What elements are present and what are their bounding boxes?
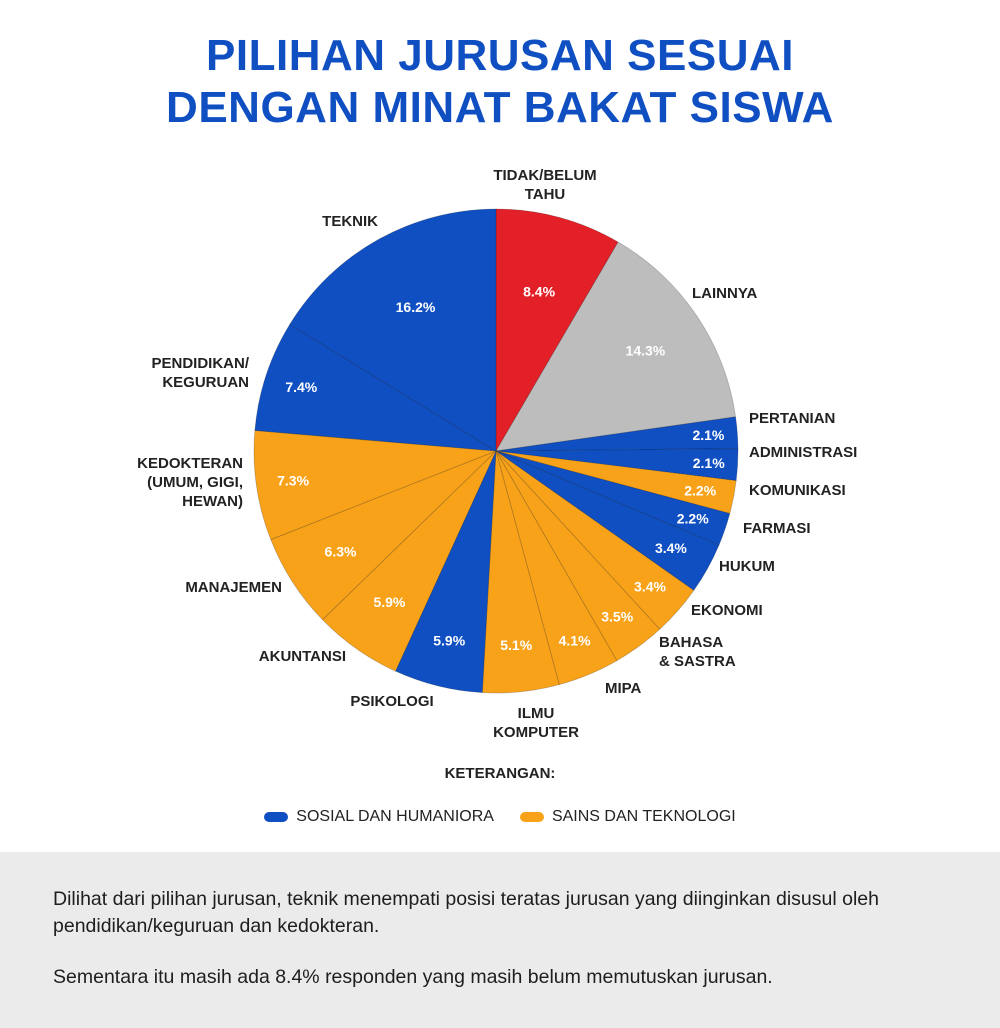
- legend: [0, 808, 1000, 826]
- legend-swatch-sosial: [264, 812, 288, 822]
- slice-value-label: 3.5%: [601, 608, 634, 625]
- slice-category-label: LAINNYA: [692, 285, 758, 302]
- slice-value-label: 2.1%: [692, 426, 725, 443]
- slice-value-label: 5.9%: [373, 594, 406, 611]
- legend-item-sains: [520, 808, 736, 826]
- slice-category-label: BAHASA & SASTRA: [659, 634, 736, 670]
- legend-label-sosial: SOSIAL DAN HUMANIORA: [296, 808, 494, 825]
- slice-value-label: 7.3%: [277, 472, 310, 489]
- page-title: [0, 30, 1000, 134]
- slice-category-label: HUKUM: [719, 558, 775, 575]
- slice-category-label: EKONOMI: [691, 602, 763, 619]
- slice-value-label: 2.1%: [692, 455, 725, 472]
- slice-category-label: ILMU KOMPUTER: [493, 705, 579, 741]
- slice-value-label: 4.1%: [558, 632, 591, 649]
- legend-title: KETERANGAN:: [444, 765, 556, 782]
- slice-category-label: PSIKOLOGI: [350, 693, 434, 710]
- slice-category-label: PENDIDIKAN/ KEGURUAN: [151, 355, 249, 391]
- slice-value-label: 16.2%: [395, 299, 436, 315]
- slice-category-label: FARMASI: [743, 520, 811, 537]
- slice-value-label: 5.9%: [433, 632, 466, 649]
- slice-category-label: MANAJEMEN: [185, 579, 282, 596]
- slice-category-label: TIDAK/BELUM TAHU: [493, 167, 597, 203]
- slice-category-label: MIPA: [605, 680, 642, 697]
- summary-paragraph-2: Sementara itu masih ada 8.4% responden yang masih belum memutuskan jurusan.: [53, 966, 773, 988]
- slice-value-label: 14.3%: [625, 342, 666, 359]
- slice-value-label: 3.4%: [634, 578, 666, 595]
- slice-value-label: 5.1%: [500, 636, 533, 653]
- slice-value-label: 6.3%: [324, 543, 357, 560]
- title-line-2: DENGAN MINAT BAKAT SISWA: [166, 83, 834, 132]
- legend-swatch-sains: [520, 812, 544, 822]
- slice-category-label: PERTANIAN: [749, 410, 836, 427]
- slice-value-label: 2.2%: [676, 510, 709, 527]
- legend-label-sains: SAINS DAN TEKNOLOGI: [551, 808, 736, 825]
- slice-value-label: 7.4%: [285, 378, 318, 395]
- legend-item-sosial: [264, 808, 494, 826]
- slice-value-label: 8.4%: [523, 283, 556, 300]
- summary-paragraph-1: Dilihat dari pilihan jurusan, teknik menempati posisi teratas jurusan yang diinginkan disusul oleh pendidikan/keguruan dan kedokteran.: [53, 888, 879, 937]
- slice-category-label: AKUNTANSI: [258, 648, 346, 665]
- title-line-1: PILIHAN JURUSAN SESUAI: [206, 31, 794, 80]
- slice-category-label: KEDOKTERAN (UMUM, GIGI, HEWAN): [137, 455, 243, 510]
- slice-value-label: 2.2%: [684, 482, 717, 499]
- slice-value-label: 3.4%: [654, 540, 687, 557]
- slice-category-label: ADMINISTRASI: [749, 444, 858, 461]
- slice-category-label: KOMUNIKASI: [749, 482, 846, 499]
- summary-panel: [0, 852, 1000, 1028]
- pie-chart: [0, 150, 1000, 760]
- slice-category-label: TEKNIK: [322, 213, 378, 230]
